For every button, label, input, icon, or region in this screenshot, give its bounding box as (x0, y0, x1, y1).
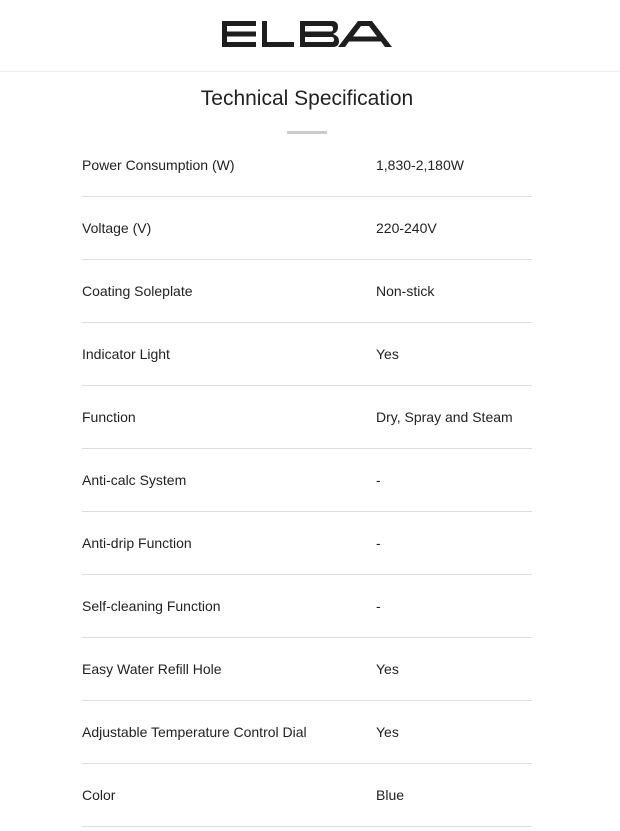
spec-value: 220-240V (376, 220, 437, 236)
spec-value: Yes (376, 346, 399, 362)
spec-label: Voltage (V) (82, 220, 152, 236)
spec-label: Anti-calc System (82, 472, 187, 488)
spec-row-voltage (82, 197, 532, 260)
spec-value: Dry, Spray and Steam (376, 409, 513, 425)
spec-value: Non-stick (376, 283, 435, 299)
elba-logo-icon (222, 21, 392, 47)
spec-label: Function (82, 409, 136, 425)
spec-label: Color (82, 787, 116, 803)
spec-row-function (82, 386, 532, 449)
spec-row-self-cleaning-function (82, 575, 532, 638)
spec-table (82, 134, 532, 827)
page-title: Technical Specification (200, 87, 414, 110)
spec-row-color (82, 764, 532, 827)
spec-value: - (376, 598, 381, 614)
elba-logo[interactable] (222, 17, 392, 51)
spec-label: Adjustable Temperature Control Dial (82, 724, 307, 740)
spec-label: Indicator Light (82, 346, 170, 362)
spec-label: Coating Soleplate (82, 283, 193, 299)
spec-value: Yes (376, 724, 399, 740)
spec-label: Anti-drip Function (82, 535, 192, 551)
spec-row-power-consumption (82, 134, 532, 197)
spec-row-coating-soleplate (82, 260, 532, 323)
spec-value: - (376, 535, 381, 551)
spec-row-anti-drip-function (82, 512, 532, 575)
spec-value: 1,830-2,180W (376, 157, 464, 173)
site-header (0, 0, 620, 72)
spec-row-easy-water-refill-hole (82, 638, 532, 701)
spec-label: Power Consumption (W) (82, 157, 235, 173)
spec-value: Blue (376, 787, 405, 803)
spec-value: - (376, 472, 381, 488)
spec-row-adjustable-temperature-control-dial (82, 701, 532, 764)
spec-label: Easy Water Refill Hole (82, 661, 222, 677)
spec-label: Self-cleaning Function (82, 598, 221, 614)
spec-row-anti-calc-system (82, 449, 532, 512)
spec-row-indicator-light (82, 323, 532, 386)
spec-value: Yes (376, 661, 399, 677)
